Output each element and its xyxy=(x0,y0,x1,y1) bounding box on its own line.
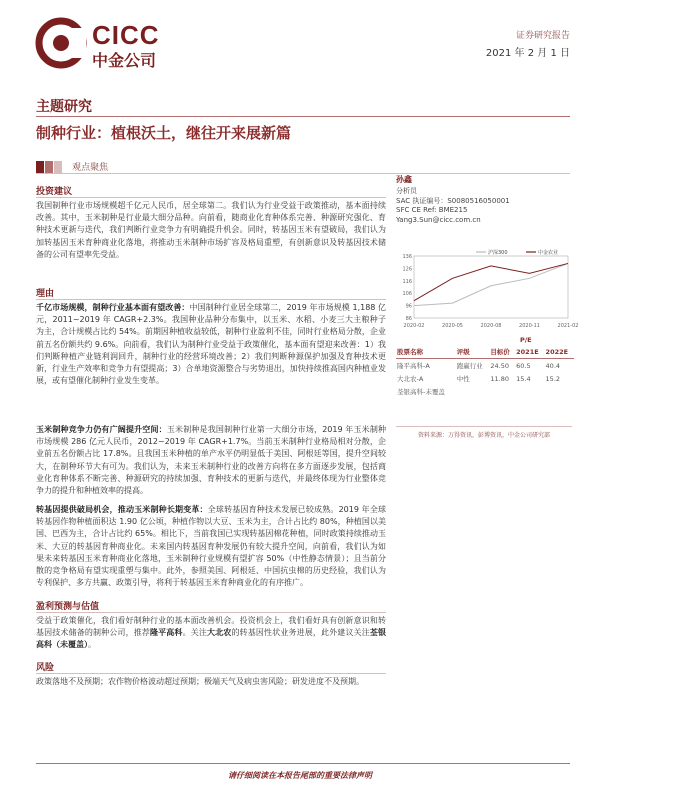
table-header: 评级 xyxy=(456,345,490,359)
valuation-f: 荃银高科（未覆盖） xyxy=(36,628,387,650)
analyst-role: 分析员 xyxy=(396,187,417,195)
reasons-p3 xyxy=(36,504,386,589)
viewpoint-divider xyxy=(36,173,570,174)
table-cell: 24.50 xyxy=(490,361,509,370)
valuation-b: 隆平高科 xyxy=(150,628,183,638)
source-note: 资料来源：万得资讯，彭博资讯，中金公司研究部 xyxy=(396,426,572,439)
brand-name-en: CICC xyxy=(92,20,160,50)
p3-lead: 转基因提供破局机会，推动玉米制种长期变革： xyxy=(36,505,208,514)
footer-divider xyxy=(36,763,570,764)
table-cell xyxy=(456,385,490,398)
report-type: 证券研究报告 xyxy=(515,31,570,41)
rating-table xyxy=(396,345,574,398)
analyst-sfc: SFC CE Ref: BME215 xyxy=(396,206,468,214)
pe-label: P/E xyxy=(520,336,532,344)
table-cell xyxy=(515,385,544,398)
page-title: 制种行业：植根沃土，继往开来展新篇 xyxy=(36,124,292,142)
legend-label: 中金农业 xyxy=(538,250,559,256)
reasons-p1 xyxy=(36,302,386,387)
p1-body: 中国制种行业居全球第二，2019 年市场规模 1,188 亿元，2011~2019 年 CAGR+2.3%。我国种业品种分布集中，以玉米、水稻、小麦三大主粮种子为主，合计规模占比约 54%。前期因种植收益较低，制种行业盈利不佳，同时行业格局分散，企业前五名份额共约 9.6%。向前看，我们认为制种行业受益于政策催化，基本面有望迎来改善：1）我们判断种植产业链利润回升，制种行业的经营环境改善；2）我们判断种源保护加强及育种技术更新，行业生产效率和竞争力有望提高；3）合单地资源整合与劣势退出，加快持续推高国内种植业发展，或有望催化制种行业发生变革。 xyxy=(36,303,386,386)
series-line xyxy=(414,263,568,300)
viewpoint-square xyxy=(54,161,62,173)
x-tick-label: 2021-02 xyxy=(557,323,579,329)
table-cell: 大北农-A xyxy=(397,375,424,383)
y-tick-label: 136 xyxy=(402,254,412,260)
valuation-a: 受益于政策催化，我们看好制种行业的基本面改善机会。投资机会上，我们看好具有创新意识和转基因技术储备的制种公司，推荐 xyxy=(36,616,386,638)
table-header-row xyxy=(396,345,574,359)
legal-footer: 请仔细阅读在本报告尾部的重要法律声明 xyxy=(228,771,372,780)
y-tick-label: 86 xyxy=(405,316,412,322)
table-header: 目标价 xyxy=(489,345,515,359)
p2-lead: 玉米制种竞争力仍有广阔提升空间： xyxy=(36,425,167,434)
report-date: 2021 年 2 月 1 日 xyxy=(485,48,570,59)
table-header: 2022E xyxy=(545,345,574,359)
x-tick-label: 2020-02 xyxy=(403,323,425,329)
p2-body: 玉米制种是我国制种行业第一大细分市场，2019 年玉米制种市场规模 286 亿元人民币，2012~2019 年 CAGR+1.7%。当前玉米制种行业格局相对分散，企业前五名份额占比 17.8%。且我国玉米种植的单产水平仍明显低于美国、阿根廷等国，提升空间较大，在制种环节大有可为。我们认为，未来玉米制种行业的改善方向将在多方面逐步发展，包括商业化育种体系不断完善、种源研究的持续加强、育种技术的更新与迭代，并最终体现为行业整体竞争力的提升和种植效率的提高。 xyxy=(36,425,386,496)
topic-divider xyxy=(36,116,570,117)
table-cell: 40.4 xyxy=(545,361,561,370)
table-header: 股票名称 xyxy=(396,345,456,359)
p1-lead: 千亿市场规模，制种行业基本面有望改善： xyxy=(36,303,190,312)
table-row xyxy=(396,359,574,373)
legend-label: 沪深300 xyxy=(488,250,508,256)
x-tick-label: 2020-11 xyxy=(519,323,540,329)
performance-chart xyxy=(396,246,579,330)
y-tick-label: 106 xyxy=(402,291,412,298)
viewpoint-square xyxy=(36,161,44,173)
table-row xyxy=(396,385,574,398)
investment-text: 我国制种行业市场规模超千亿元人民币，居全球第二。我们认为行业受益于政策推动，基本面持续改善。其中，玉米制种是行业最大细分品种。向前看，随商业化育种体系完善、种源研究强化、育种技术更新与迭代，我们判断行业竞争力有明确提升机会。同时，转基因玉米有望破局，我们认为加转基因玉米育种商业化落地，将推动玉米制种市场扩容及格局重塑，有创新意识及转基因技术储备的公司有望率先受益。 xyxy=(36,201,386,259)
analyst-name: 孙鑫 xyxy=(396,175,412,184)
reasons-p2 xyxy=(36,424,386,497)
table-cell: 11.80 xyxy=(490,374,509,383)
table-cell xyxy=(489,385,515,398)
brand-name-cn: 中金公司 xyxy=(92,51,157,70)
table-cell: 荃银高科-未覆盖 xyxy=(397,388,445,396)
cicc-logo-mark xyxy=(36,18,86,68)
table-cell: 60.5 xyxy=(516,361,531,370)
valuation-heading: 盈利预测与估值 xyxy=(36,602,100,612)
section-divider xyxy=(36,299,386,300)
topic-label: 主题研究 xyxy=(36,99,92,115)
table-cell: 中性 xyxy=(456,375,470,383)
table-cell: 15.4 xyxy=(516,374,531,383)
y-tick-label: 116 xyxy=(402,278,412,285)
reasons-heading: 理由 xyxy=(36,289,55,299)
section-divider xyxy=(36,612,386,613)
valuation-text xyxy=(36,615,386,652)
cicc-logo xyxy=(36,18,176,70)
section-divider xyxy=(36,197,386,198)
y-tick-label: 96 xyxy=(405,303,412,310)
risk-text: 政策落地不及预期；农作物价格波动超过预期；极端天气及病虫害风险；研发进度不及预期。 xyxy=(36,677,364,686)
p3-body: 全球转基因育种技术发展已较成熟。2019 年全球转基因作物种植面积达 1.90 亿公顷，种植作物以大豆、玉米为主，合计占比约 80%，种植国以美国、巴西为主，合计占比约 65%。相比下，当前我国已实现转基因棉花种植，同时政策持续推动玉米、大豆的转基因育种商业化。未来国内转基因育种发展仍有较大提升空间，向前看，我们认为如果未来转基因玉米育种商业化落地，玉米制种行业规模有望扩容 50%（中性静态情景）；且当前分散的竞争格局有望实现重塑与集中。此外，参照美国、阿根廷、中国抗虫棉的历史经验，我们认为专利保护、多方共赢、政策引导，将利于转基因玉米育种商业化的有序推广。 xyxy=(36,505,387,588)
section-divider xyxy=(36,673,386,674)
valuation-e: 的转基因性状业务进展，此外建议关注 xyxy=(231,628,370,638)
x-tick-label: 2020-05 xyxy=(442,323,463,329)
valuation-c: 。关注 xyxy=(182,628,208,638)
viewpoint-label: 观点聚焦 xyxy=(72,163,109,173)
table-header: 2021E xyxy=(515,345,544,359)
valuation-d: 大北农 xyxy=(207,628,232,638)
table-cell: 15.2 xyxy=(545,374,561,383)
risk-heading: 风险 xyxy=(36,663,55,673)
analyst-email[interactable]: Yang3.Sun@cicc.com.cn xyxy=(396,216,481,224)
investment-heading: 投资建议 xyxy=(36,187,73,197)
y-tick-label: 126 xyxy=(402,266,412,273)
table-cell: 隆平高科-A xyxy=(397,362,430,370)
analyst-sac: SAC 执证编号：S0080516050001 xyxy=(396,197,510,205)
table-cell xyxy=(545,385,574,398)
table-row xyxy=(396,372,574,385)
x-tick-label: 2020-08 xyxy=(480,323,502,329)
table-cell: 跑赢行业 xyxy=(456,362,483,370)
viewpoint-square xyxy=(45,161,53,173)
valuation-g: 。 xyxy=(88,640,96,650)
